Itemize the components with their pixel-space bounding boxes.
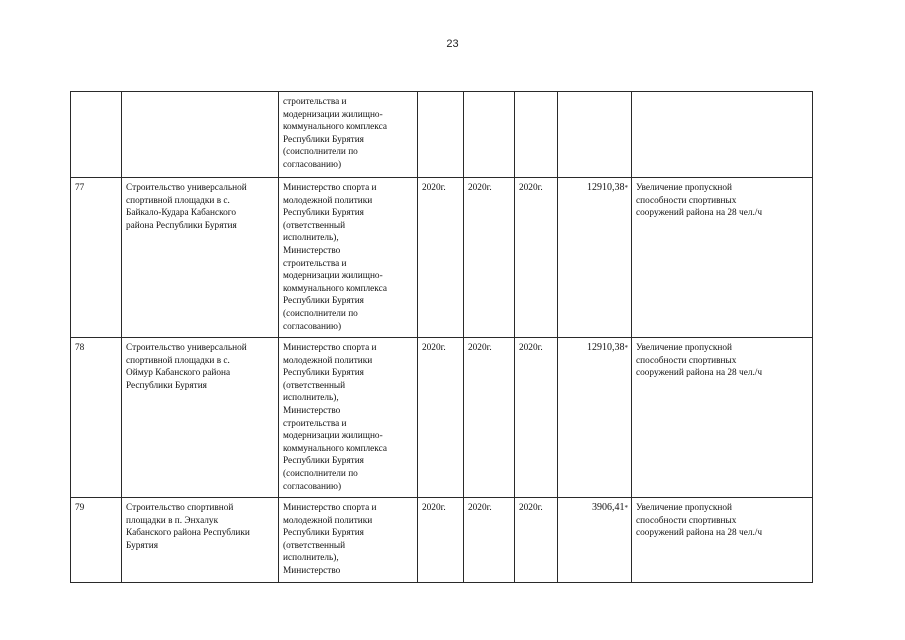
amount-footnote-mark: * xyxy=(624,504,628,512)
executor-line: молодежной политики xyxy=(283,515,373,526)
project-line: Строительство универсальной xyxy=(126,183,247,193)
project-line: Бурятия xyxy=(126,540,158,551)
executor-line: согласованию) xyxy=(283,321,342,332)
cell-project xyxy=(122,178,279,338)
executor-line: (соисполнители по xyxy=(283,468,358,479)
cell-amount xyxy=(558,498,632,583)
project-line: спортивной площадки в с. xyxy=(126,195,230,206)
executor-line: Министерство спорта и xyxy=(283,183,377,193)
table-row xyxy=(71,338,813,498)
amount-value: 12910,38 xyxy=(587,182,625,193)
cell-year-finance: 2020г. xyxy=(515,498,558,583)
cell-year-start xyxy=(418,92,464,178)
result-line: Увеличение пропускной xyxy=(636,343,732,353)
executor-line: исполнитель), xyxy=(283,393,339,404)
executor-line: коммунального комплекса xyxy=(283,122,387,133)
executor-line: модернизации жилищно- xyxy=(283,109,383,120)
executor-line: модернизации жилищно- xyxy=(283,431,383,442)
table-row-continuation xyxy=(71,92,813,178)
cell-result xyxy=(632,92,813,178)
cell-amount xyxy=(558,338,632,498)
cell-year-end xyxy=(464,92,515,178)
executor-line: Министерство xyxy=(283,565,341,576)
cell-year-finance xyxy=(515,92,558,178)
executor-line: Министерство спорта и xyxy=(283,503,377,513)
executor-line: молодежной политики xyxy=(283,195,373,206)
executor-line: (ответственный xyxy=(283,540,346,551)
cell-result xyxy=(632,338,813,498)
result-line: сооружений района на 28 чел./ч xyxy=(636,528,763,539)
amount-value: 3906,41 xyxy=(592,502,625,513)
cell-year-finance: 2020г. xyxy=(515,178,558,338)
project-line: Строительство универсальной xyxy=(126,343,247,353)
executor-line: исполнитель), xyxy=(283,553,339,564)
executor-line: Республики Бурятия xyxy=(283,208,364,219)
amount-footnote-mark: * xyxy=(624,344,628,352)
executor-line: строительства и xyxy=(283,418,347,429)
executor-line: исполнитель), xyxy=(283,233,339,244)
result-line: способности спортивных xyxy=(636,515,737,526)
executor-line: молодежной политики xyxy=(283,355,373,366)
executor-line: (ответственный xyxy=(283,380,346,391)
executor-line: Республики Бурятия xyxy=(283,134,364,145)
result-line: Увеличение пропускной xyxy=(636,183,732,193)
project-line: спортивной площадки в с. xyxy=(126,355,230,366)
cell-year-start: 2020г. xyxy=(418,338,464,498)
executor-line: Республики Бурятия xyxy=(283,528,364,539)
executor-line: согласованию) xyxy=(283,481,342,492)
project-line: Кабанского района Республики xyxy=(126,528,250,539)
projects-table xyxy=(70,91,813,583)
cell-year-end: 2020г. xyxy=(464,338,515,498)
executor-line: Министерство xyxy=(283,405,341,416)
cell-year-finance: 2020г. xyxy=(515,338,558,498)
cell-project xyxy=(122,338,279,498)
page-number: 23 xyxy=(446,38,459,50)
result-line: сооружений района на 28 чел./ч xyxy=(636,368,763,379)
cell-number: 79 xyxy=(71,498,122,583)
executor-line: строительства и xyxy=(283,97,347,107)
table-row xyxy=(71,178,813,338)
executor-line: коммунального комплекса xyxy=(283,283,387,294)
executor-line: коммунального комплекса xyxy=(283,443,387,454)
executor-line: Министерство xyxy=(283,245,341,256)
result-line: сооружений района на 28 чел./ч xyxy=(636,208,763,219)
cell-number: 77 xyxy=(71,178,122,338)
project-line: Байкало-Кудара Кабанского xyxy=(126,208,237,219)
executor-line: (соисполнители по xyxy=(283,147,358,158)
executor-line: модернизации жилищно- xyxy=(283,271,383,282)
project-line: площадки в п. Энхалук xyxy=(126,515,219,526)
project-line: Оймур Кабанского района xyxy=(126,368,231,379)
amount-value: 12910,38 xyxy=(587,342,625,353)
cell-number: 78 xyxy=(71,338,122,498)
executor-line: Республики Бурятия xyxy=(283,368,364,379)
executor-line: строительства и xyxy=(283,258,347,269)
cell-amount xyxy=(558,178,632,338)
cell-year-end: 2020г. xyxy=(464,498,515,583)
amount-footnote-mark: * xyxy=(624,184,628,192)
cell-executors xyxy=(279,338,418,498)
result-line: способности спортивных xyxy=(636,355,737,366)
executor-line: Министерство спорта и xyxy=(283,343,377,353)
cell-executors xyxy=(279,498,418,583)
table-row xyxy=(71,498,813,583)
result-line: Увеличение пропускной xyxy=(636,503,732,513)
cell-executors xyxy=(279,92,418,178)
cell-year-start: 2020г. xyxy=(418,498,464,583)
cell-executors xyxy=(279,178,418,338)
executor-line: согласованию) xyxy=(283,159,342,170)
executor-line: (соисполнители по xyxy=(283,308,358,319)
cell-amount xyxy=(558,92,632,178)
cell-project xyxy=(122,498,279,583)
project-line: Республики Бурятия xyxy=(126,380,207,391)
executor-line: Республики Бурятия xyxy=(283,456,364,467)
result-line: способности спортивных xyxy=(636,195,737,206)
project-line: Строительство спортивной xyxy=(126,503,234,513)
cell-project xyxy=(122,92,279,178)
executor-line: Республики Бурятия xyxy=(283,296,364,307)
executor-line: (ответственный xyxy=(283,220,346,231)
cell-result xyxy=(632,498,813,583)
cell-number xyxy=(71,92,122,178)
cell-year-start: 2020г. xyxy=(418,178,464,338)
project-line: района Республики Бурятия xyxy=(126,220,237,231)
cell-result xyxy=(632,178,813,338)
cell-year-end: 2020г. xyxy=(464,178,515,338)
